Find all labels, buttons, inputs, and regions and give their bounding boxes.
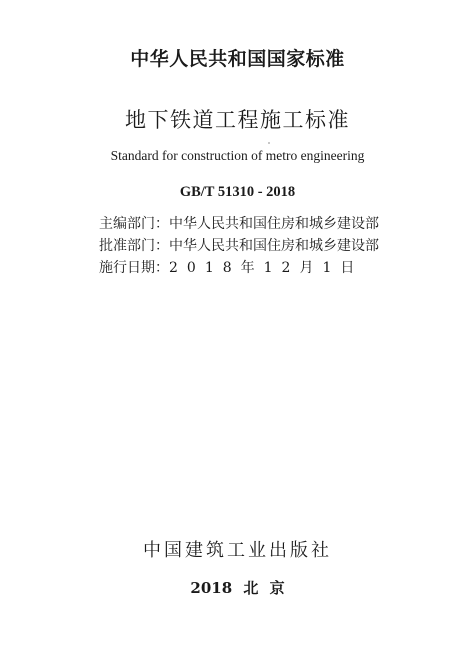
standard-title-english: Standard for construction of metro engineering	[110, 148, 365, 163]
issuer-heading: 中华人民共和国国家标准	[130, 48, 345, 70]
publisher: 中国建筑工业出版社	[143, 540, 332, 561]
place-year: 2018 北 京	[190, 579, 285, 597]
meta-row-editor	[99, 215, 379, 233]
meta-row-effective-date	[99, 259, 363, 277]
standard-code: GB/T 51310 - 2018	[179, 184, 296, 200]
meta-value: 2018年12月1日	[169, 260, 364, 276]
meta-row-approver	[99, 237, 379, 255]
standard-title-chinese: 地下铁道工程施工标准	[125, 108, 350, 132]
meta-label: 主编部门：	[99, 216, 169, 232]
meta-value: 中华人民共和国住房和城乡建设部	[169, 216, 379, 232]
meta-label: 批准部门：	[99, 238, 169, 254]
print-speck	[268, 142, 270, 144]
meta-value: 中华人民共和国住房和城乡建设部	[169, 238, 379, 254]
meta-label: 施行日期：	[99, 260, 169, 276]
